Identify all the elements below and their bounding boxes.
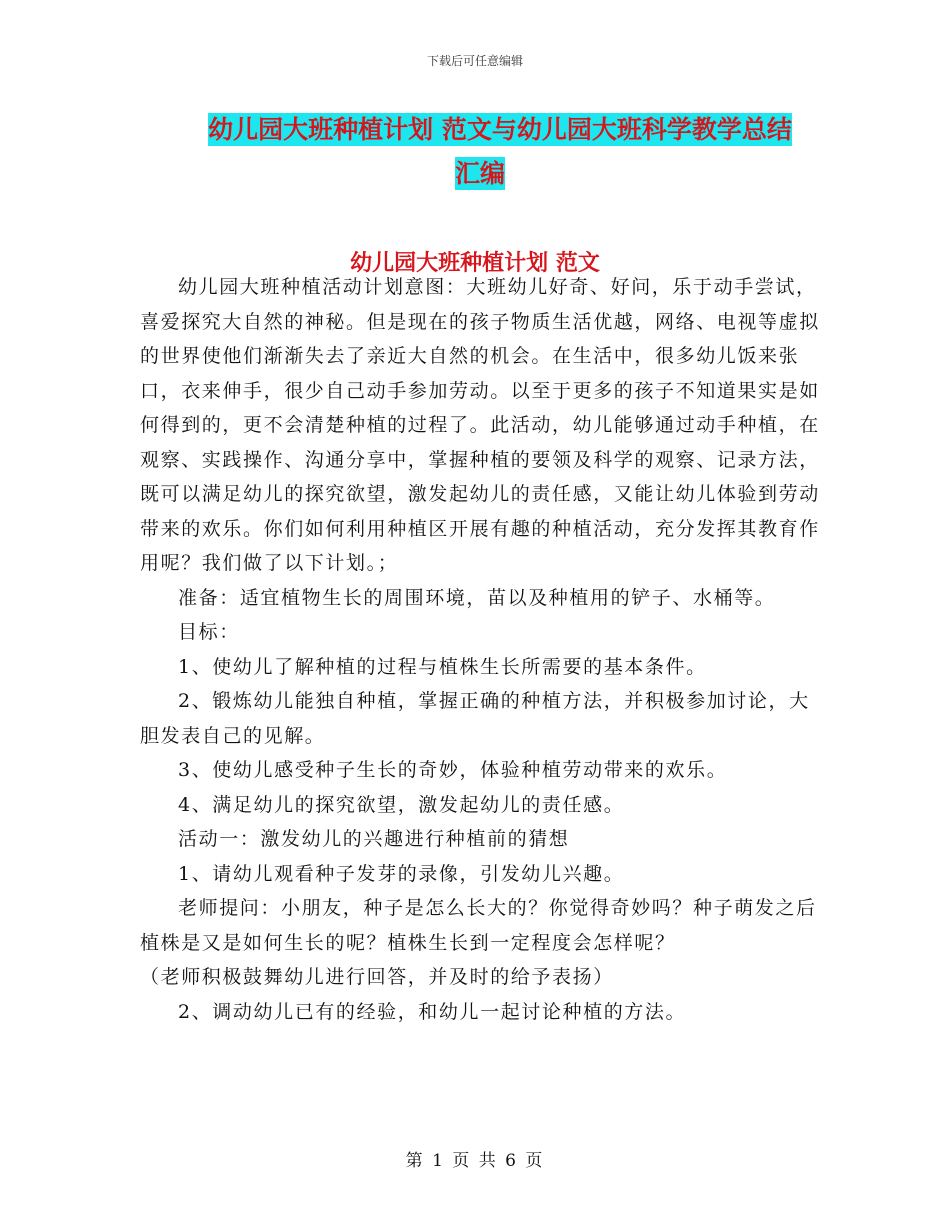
paragraph-intent: 幼儿园大班种植活动计划意图：大班幼儿好奇、好问，乐于动手尝试，喜爱探究大自然的神秘。但是现在的孩子物质生活优越，网络、电视等虚拟的世界使他们渐渐失去了亲近大自然的机会。在生活中，很多幼儿饭来张口，衣来伸手，很少自己动手参加劳动。以至于更多的孩子不知道果实是如何得到的，更不会清楚种植的过程了。此活动，幼儿能够通过动手种植，在观察、实践操作、沟通分享中，掌握种植的要领及科学的观察、记录方法，既可以满足幼儿的探究欲望，激发起幼儿的责任感，又能让幼儿体验到劳动带来的欢乐。你们如何利用种植区开展有趣的种植活动，充分发挥其教育作用呢？我们做了以下计划。；	[140, 276, 820, 574]
paragraph-teacher-question: 老师提问：小朋友，种子是怎么长大的？你觉得奇妙吗？种子萌发之后植株是又是如何生长的呢？植株生长到一定程度会怎样呢？	[140, 897, 817, 954]
paragraph-goal-4: 4、满足幼儿的探究欲望，激发起幼儿的责任感。	[178, 793, 625, 816]
paragraph-step-1: 1、请幼儿观看种子发芽的录像，引发幼儿兴趣。	[178, 862, 625, 885]
document-title-line-1: 幼儿园大班种植计划 范文与幼儿园大班科学教学总结	[208, 115, 792, 144]
paragraph-goal-2: 2、锻炼幼儿能独自种植，掌握正确的种植方法，并积极参加讨论，大胆发表自己的见解。	[140, 690, 810, 747]
body-text	[140, 270, 820, 1029]
paragraph-activity-1: 活动一：激发幼儿的兴趣进行种植前的猜想	[178, 828, 570, 850]
page-footer: 第 1 页 共 6 页	[405, 1151, 545, 1171]
paragraph-preparation: 准备：适宜植物生长的周围环境，苗以及种植用的铲子、水桶等。	[178, 586, 776, 609]
document-title-line-2: 汇编	[454, 159, 505, 188]
header-note: 下载后可任意编辑	[426, 54, 523, 68]
document-title-continued	[450, 152, 510, 196]
paragraph-teacher-note: （老师积极鼓舞幼儿进行回答，并及时的给予表扬）	[140, 966, 614, 988]
section-title: 幼儿园大班种植计划 范文	[350, 251, 600, 276]
paragraph-goal-1: 1、使幼儿了解种植的过程与植株生长所需要的基本条件。	[178, 655, 707, 678]
paragraph-step-2: 2、调动幼儿已有的经验，和幼儿一起讨论种植的方法。	[178, 1000, 687, 1023]
paragraph-goal-3: 3、使幼儿感受种子生长的奇妙，体验种植劳动带来的欢乐。	[178, 759, 728, 781]
document-title	[188, 108, 812, 152]
paragraph-goals-heading: 目标：	[178, 621, 240, 643]
